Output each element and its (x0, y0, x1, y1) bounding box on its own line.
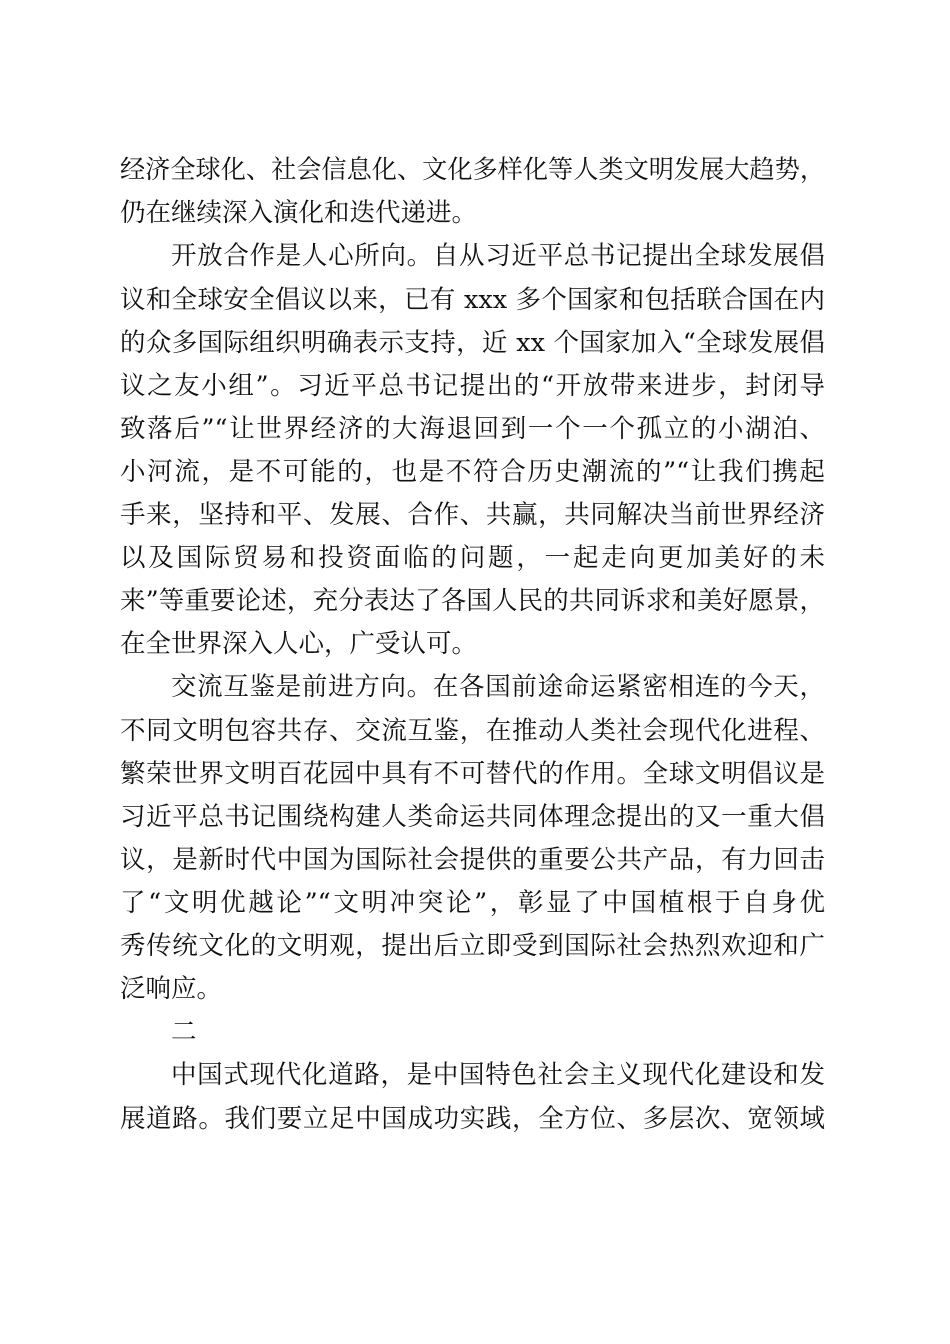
text-line-10: 以及国际贸易和投资面临的问题，一起走向更加美好的未 (120, 543, 825, 573)
text-line-17: 议，是新时代中国为国际社会提供的重要公共产品，有力回击 (120, 845, 825, 875)
text-line-15: 繁荣世界文明百花园中具有不可替代的作用。全球文明倡议是 (120, 759, 825, 789)
text-line-8: 小河流，是不可能的，也是不符合历史潮流的”“让我们携起 (120, 457, 825, 487)
paragraph-open-cooperation-line-1: 开放合作是人心所向。自从习近平总书记提出全球发展倡 (171, 241, 825, 271)
text-line-9: 手来，坚持和平、发展、合作、共赢，共同解决当前世界经济 (120, 500, 825, 530)
text-line-1: 经济全球化、社会信息化、文化多样化等人类文明发展大趋势， (120, 155, 826, 185)
text-line-7: 致落后”“让世界经济的大海退回到一个一个孤立的小湖泊、 (120, 414, 825, 444)
paragraph-exchange-line-1: 交流互鉴是前进方向。在各国前途命运紧密相连的今天， (171, 672, 825, 702)
text-line-12: 在全世界深入人心，广受认可。 (120, 629, 478, 659)
text-line-14: 不同文明包容共存、交流互鉴，在推动人类社会现代化进程、 (120, 716, 825, 746)
text-line-19: 秀传统文化的文明观，提出后立即受到国际社会热烈欢迎和广 (120, 931, 825, 961)
paragraph-chinese-modernization-line-1: 中国式现代化道路，是中国特色社会主义现代化建设和发 (171, 1060, 825, 1090)
text-line-6: 议之友小组”。习近平总书记提出的“开放带来进步，封闭导 (120, 371, 825, 401)
text-line-2: 仍在继续深入演化和迭代递进。 (120, 198, 478, 228)
text-line-4: 议和全球安全倡议以来，已有 xxx 多个国家和包括联合国在内 (120, 285, 825, 315)
text-line-20: 泛响应。 (120, 974, 223, 1004)
text-line-16: 习近平总书记围绕构建人类命运共同体理念提出的又一重大倡 (120, 802, 825, 832)
text-line-11: 来”等重要论述，充分表达了各国人民的共同诉求和美好愿景， (120, 586, 825, 616)
text-line-5: 的众多国际组织明确表示支持，近 xx 个国家加入“全球发展倡 (120, 328, 825, 358)
text-line-23: 展道路。我们要立足中国成功实践，全方位、多层次、宽领域 (120, 1104, 825, 1134)
section-heading-two: 二 (171, 1017, 197, 1047)
text-line-18: 了“文明优越论”“文明冲突论”，彰显了中国植根于自身优 (120, 888, 825, 918)
